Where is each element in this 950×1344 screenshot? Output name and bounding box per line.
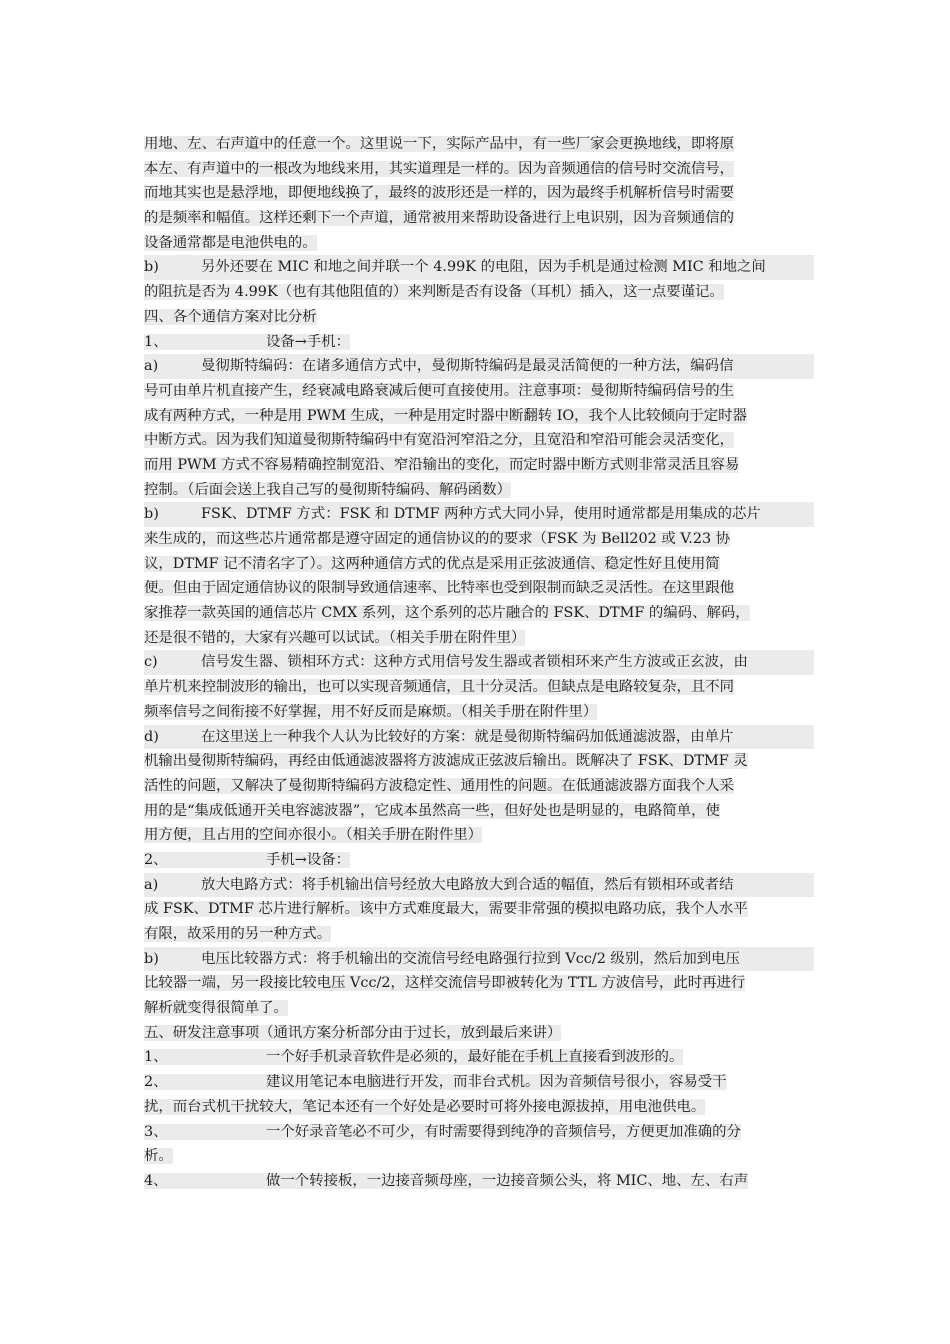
text-line	[144, 626, 814, 651]
text-line	[144, 922, 814, 947]
list-marker: 1、	[144, 1049, 168, 1066]
line-text: 用地、左、右声道中的任意一个。这里说一下，实际产品中，有一些厂家会更换地线，即将原	[144, 136, 735, 152]
text-line	[144, 132, 814, 157]
line-text: 中断方式。因为我们知道曼彻斯特编码中有宽沿河窄沿之分，且宽沿和窄沿可能会灵活变化，	[144, 432, 735, 449]
line-text: FSK、DTMF 方式：FSK 和 DTMF 两种方式大同小异，使用时通常都是用集成的芯片	[201, 506, 761, 523]
line-text: 放大电路方式：将手机输出信号经放大电路放大到合适的幅值，然后有锁相环或者结	[201, 876, 734, 893]
text-line	[144, 1095, 814, 1120]
line-text: 议，DTMF 记不清名字了）。这两种通信方式的优点是采用正弦波通信、稳定性好且使用简	[144, 555, 720, 572]
list-item-line	[144, 502, 814, 527]
text-line	[144, 527, 814, 552]
line-text: 建议用笔记本电脑进行开发，而非台式机。因为音频信号很小，容易受干	[266, 1074, 727, 1091]
line-text: 还是很不错的，大家有兴趣可以试试。（相关手册在附件里）	[144, 629, 526, 646]
line-text: 的阻抗是否为 4.99K（也有其他阻值的）来判断是否有设备（耳机）插入，这一点要谨记。	[144, 284, 724, 301]
line-text: 活性的问题，又解决了曼彻斯特编码方波稳定性、通用性的问题。在低通滤波器方面我个人采	[144, 777, 735, 794]
line-text: 控制。（后面会送上我自己写的曼彻斯特编码、解码函数）	[144, 481, 511, 498]
list-marker: b)	[144, 259, 159, 276]
list-item-line	[144, 873, 814, 898]
line-text: 解析就变得很简单了。	[144, 1000, 288, 1017]
line-text: 在这里送上一种我个人认为比较好的方案：就是曼彻斯特编码加低通滤波器，由单片	[201, 728, 734, 745]
section-heading	[144, 1021, 814, 1046]
line-text: 五、研发注意事项（通讯方案分析部分由于过长，放到最后来讲）	[144, 1024, 562, 1041]
line-text: 用的是“集成低通开关电容滤波器”，它成本虽然高一些，但好处也是明显的，电路简单，使	[144, 802, 720, 819]
list-item-line	[144, 947, 814, 972]
line-text: 而用 PWM 方式不容易精确控制宽沿、窄沿输出的变化，而定时器中断方式则非常灵活且容易	[144, 456, 740, 473]
line-text: 电压比较器方式：将手机输出的交流信号经电路强行拉到 Vcc/2 级别，然后加到电压	[201, 950, 740, 967]
text-line	[144, 379, 814, 404]
line-text: 机输出曼彻斯特编码，再经由低通滤波器将方波滤成正弦波后输出。既解决了 FSK、DTMF 灵	[144, 753, 748, 770]
list-item-line	[144, 255, 814, 280]
line-text: 成 FSK、DTMF 芯片进行解析。该中方式难度最大，需要非常强的模拟电路功底，我个人水平	[144, 901, 748, 918]
line-text: 扰，而台式机干扰较大，笔记本还有一个好处是必要时可将外接电源拔掉，用电池供电。	[144, 1098, 706, 1115]
line-text: 单片机来控制波形的输出，也可以实现音频通信，且十分灵活。但缺点是电路较复杂，且不同	[144, 679, 735, 696]
line-text: 一个好录音笔必不可少，有时需要得到纯净的音频信号，方便更加准确的分	[266, 1123, 741, 1140]
list-item-line	[144, 354, 814, 379]
subsection-heading	[144, 330, 814, 355]
list-marker: 3、	[144, 1123, 168, 1140]
list-marker: 2、	[144, 851, 168, 868]
line-text: 的是频率和幅值。这样还剩下一个声道，通常被用来帮助设备进行上电识别，因为音频通信的	[144, 210, 735, 227]
text-line	[144, 823, 814, 848]
text-line	[144, 971, 814, 996]
line-text: 曼彻斯特编码：在诸多通信方式中，曼彻斯特编码是最灵活简便的一种方法，编码信	[201, 358, 734, 375]
text-line	[144, 799, 814, 824]
document-body	[144, 132, 814, 1194]
text-line	[144, 996, 814, 1021]
text-line	[144, 675, 814, 700]
line-text: 手机→设备：	[266, 851, 351, 868]
list-marker: a)	[144, 876, 159, 893]
line-text: 一个好手机录音软件是必须的，最好能在手机上直接看到波形的。	[266, 1049, 684, 1066]
line-text: 有限，故采用的另一种方式。	[144, 926, 332, 942]
text-line	[144, 700, 814, 725]
list-marker: 1、	[144, 333, 168, 350]
line-text: 号可由单片机直接产生，经衰减电路衰减后便可直接使用。注意事项：曼彻斯特编码信号的生	[144, 382, 735, 399]
text-line	[144, 206, 814, 231]
line-text: 做一个转接板，一边接音频母座，一边接音频公头，将 MIC、地、左、右声	[266, 1172, 749, 1189]
text-line	[144, 576, 814, 601]
text-line	[144, 404, 814, 429]
line-text: 设备通常都是电池供电的。	[144, 234, 317, 251]
line-text: 成有两种方式，一种是用 PWM 生成，一种是用定时器中断翻转 IO，我个人比较倾向于定时器	[144, 407, 747, 424]
list-marker: b)	[144, 506, 159, 523]
text-line	[144, 157, 814, 182]
text-line	[144, 897, 814, 922]
list-item-line	[144, 725, 814, 750]
list-item-line	[144, 650, 814, 675]
list-marker: c)	[144, 654, 158, 671]
line-text: 析。	[144, 1148, 173, 1165]
line-text: 而地其实也是悬浮地，即便地线换了，最终的波形还是一样的，因为最终手机解析信号时需要	[144, 185, 735, 202]
text-line	[144, 478, 814, 503]
line-text: 便。但由于固定通信协议的限制导致通信速率、比特率也受到限制而缺乏灵活性。在这里跟他	[144, 580, 735, 597]
text-line	[144, 181, 814, 206]
list-marker: d)	[144, 728, 159, 745]
text-line	[144, 749, 814, 774]
text-line	[144, 231, 814, 256]
list-item-line	[144, 1169, 814, 1194]
text-line	[144, 428, 814, 453]
section-heading	[144, 305, 814, 330]
line-text: 家推荐一款英国的通信芯片 CMX 系列，这个系列的芯片融合的 FSK、DTMF 的编码、解码，	[144, 605, 750, 622]
subsection-heading	[144, 848, 814, 873]
line-text: 频率信号之间衔接不好掌握，用不好反而是麻烦。（相关手册在附件里）	[144, 703, 598, 720]
line-text: 信号发生器、锁相环方式：这种方式用信号发生器或者锁相环来产生方波或正玄波，由	[201, 654, 748, 671]
text-line	[144, 453, 814, 478]
list-marker: 2、	[144, 1074, 168, 1091]
list-item-line	[144, 1045, 814, 1070]
line-text: 四、各个通信方案对比分析	[144, 308, 317, 325]
line-text: 设备→手机：	[266, 333, 351, 350]
list-marker: 4、	[144, 1172, 168, 1189]
line-text: 用方便，且占用的空间亦很小。（相关手册在附件里）	[144, 827, 483, 844]
text-line	[144, 552, 814, 577]
line-text: 来生成的，而这些芯片通常都是遵守固定的通信协议的的要求（FSK 为 Bell202 或 V.23 协	[144, 531, 731, 547]
list-marker: a)	[144, 358, 159, 375]
line-text: 另外还要在 MIC 和地之间并联一个 4.99K 的电阻，因为手机是通过检测 MIC 和地之间	[201, 259, 766, 276]
list-item-line	[144, 1120, 814, 1145]
list-marker: b)	[144, 950, 159, 967]
text-line	[144, 280, 814, 305]
text-line	[144, 1144, 814, 1169]
line-text: 本左、有声道中的一根改为地线来用，其实道理是一样的。因为音频通信的信号时交流信号，	[144, 160, 735, 177]
text-line	[144, 601, 814, 626]
line-text: 比较器一端，另一段接比较电压 Vcc/2，这样交流信号即被转化为 TTL 方波信号，此时再进行	[144, 975, 746, 992]
text-line	[144, 774, 814, 799]
list-item-line	[144, 1070, 814, 1095]
